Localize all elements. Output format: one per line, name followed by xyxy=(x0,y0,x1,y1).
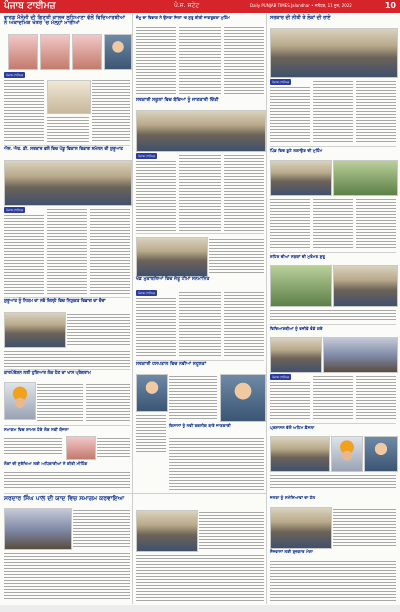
headline: ਸਰਕਾਰੀ ਸਕੂਲਾਂ ਵਿਚ ਬੱਚਿਆਂ ਨੂੰ ਜਾਣਕਾਰੀ ਦਿੱਤੀ xyxy=(136,98,219,103)
separator xyxy=(4,369,130,370)
headline: ਪ੍ਰਸ਼ਾਸਨ ਵੱਲੋਂ ਅਹਿਮ ਫ਼ੈਸਲਾ xyxy=(270,425,315,430)
photo xyxy=(72,34,102,70)
article-text xyxy=(4,551,130,601)
article-text xyxy=(47,207,87,295)
photo xyxy=(333,160,398,196)
article-text xyxy=(224,153,264,231)
headline: ਜਨਤਾ ਨੂੰ ਸਮੱਸਿਆਵਾਂ ਦਾ ਹੱਲ xyxy=(270,495,316,500)
headline: ਸਰਕਾਰੀ ਹਸਪਤਾਲ ਵਿਚ ਨਵੀਆਂ ਸਹੂਲਤਾਂ xyxy=(136,362,207,367)
page-footer xyxy=(0,605,400,612)
photo xyxy=(66,436,96,460)
article-text xyxy=(333,507,396,547)
column-divider xyxy=(266,14,267,604)
photo xyxy=(323,337,398,373)
article-text xyxy=(136,159,176,231)
photo xyxy=(4,160,132,206)
article-text xyxy=(179,153,221,231)
section-tag: ਪੰਜਾਬ ਟਾਈਮਜ਼ xyxy=(6,73,24,77)
article-text xyxy=(179,25,221,95)
article-text xyxy=(90,207,130,295)
headline: ਵਿਦਿਆਰਥੀਆਂ ਨੂੰ ਵਜ਼ੀਫ਼ੇ ਵੰਡੇ ਗਏ xyxy=(270,326,323,331)
photo xyxy=(8,34,38,70)
photo xyxy=(40,34,70,70)
headline: ਵਾਰਡ ਮੈਨੇਜੀ ਦੀ ਗਿਣਤੀ ਕਾਲਜ ਲੁਧਿਆਣਾ ਵੱਲੋਂ ਵਿਦਿਆਰਥੀਆਂ ਨੇ ਅਕਾਦਮਿਕ ਖੇਤਰ 'ਚ ਮੱਲ੍ਹਾਂ ਮਾਰੀਆਂ xyxy=(4,15,126,27)
article-text xyxy=(313,374,353,420)
photo xyxy=(270,436,330,472)
newspaper-title: ਪੰਜਾਬ ਟਾਈਮਜ਼ xyxy=(4,1,56,11)
headline: ਨੌਜਵਾਨਾਂ ਲਈ ਰੁਜ਼ਗਾਰ ਮੇਲਾ xyxy=(270,549,313,554)
photo xyxy=(270,28,398,78)
article-text xyxy=(209,237,264,275)
headline: ਕਿਸਾਨਾਂ ਨੂੰ ਨਵੀਂ ਤਕਨੀਕ ਬਾਰੇ ਜਾਣਕਾਰੀ xyxy=(169,423,231,428)
section-tag: ਪੰਜਾਬ ਟਾਈਮਜ਼ xyxy=(6,208,24,212)
separator xyxy=(136,360,264,361)
photo xyxy=(270,160,332,196)
separator xyxy=(270,252,396,253)
headline: ਲੋਕਾਂ ਦੀ ਸੁਰੱਖਿਆ ਲਈ ਅਧਿਕਾਰੀਆਂ ਨੇ ਕੀਤੀ ਮੀਟਿੰਗ xyxy=(4,461,88,466)
column-divider xyxy=(132,14,133,604)
article-text xyxy=(199,510,264,550)
article-text xyxy=(4,213,44,295)
article-text xyxy=(313,79,353,143)
article-text xyxy=(136,413,166,453)
headline: ਕਾਰਪੋਰੇਸ਼ਨ ਲਈ ਹੁਸ਼ਿਆਰ ਲੋਕ ਹੋਣ ਦਾ ਖਾਸ ਪ੍ਰੋਗਰਾਮ xyxy=(4,371,91,376)
edition-date: Daily PUNJAB TIMES Jalandhar • ਜਲੰਧਰ, 11 ਜੂਨ, 2022 xyxy=(250,3,352,8)
headline: ਸ਼ੁਰੂਆਤ ਨੂੰ ਨਿਯਮ ਦਾ ਨਵੇਂ ਜ਼ਿਲ੍ਹੇ ਵਿਚ ਨਿਯੁਕਤ ਵਿਭਾਗ ਦਾ ਦੌਰਾ xyxy=(4,299,106,304)
photo xyxy=(136,374,168,412)
photo xyxy=(104,34,132,70)
article-text xyxy=(4,349,130,367)
article-text xyxy=(270,473,396,489)
article-text xyxy=(169,436,264,491)
separator xyxy=(270,146,396,147)
separator xyxy=(270,423,396,424)
article-text xyxy=(136,25,176,95)
article-text xyxy=(224,290,264,358)
section-tag: ਪੰਜਾਬ ਟਾਈਮਜ਼ xyxy=(138,291,156,295)
article-text xyxy=(97,436,130,458)
photo xyxy=(4,312,66,348)
section-tag: ਪੰਜਾਬ ਟਾਈਮਜ਼ xyxy=(272,80,290,84)
separator xyxy=(270,324,396,325)
section-tag: ਪੰਜਾਬ ਟਾਈਮਜ਼ xyxy=(272,375,290,379)
photo xyxy=(270,337,322,373)
headline: ਪਿੰਡ ਵਿਚ ਬੂਟੇ ਲਗਾਉਣ ਦੀ ਮੁਹਿੰਮ xyxy=(270,148,323,153)
headline: ਸ਼ਹਿਰ ਦੀਆਂ ਸੜਕਾਂ ਦੀ ਮੁਰੰਮਤ ਸ਼ੁਰੂ xyxy=(270,254,325,259)
article-text xyxy=(270,197,310,249)
article-text xyxy=(224,25,264,95)
article-text xyxy=(73,508,130,548)
photo xyxy=(270,265,332,307)
photo xyxy=(4,508,72,550)
article-text xyxy=(67,312,130,346)
headline: ਖੇਡ ਮੁਕਾਬਲਿਆਂ ਵਿਚ ਜੇਤੂ ਟੀਮਾਂ ਸਨਮਾਨਿਤ xyxy=(136,277,210,282)
section-label: ਪੰ.ਜ. ਸਟੇਟ xyxy=(174,2,200,9)
article-text xyxy=(37,382,83,422)
photo xyxy=(364,436,398,472)
article-text xyxy=(47,115,89,142)
separator xyxy=(136,233,264,234)
article-text xyxy=(136,553,264,601)
separator xyxy=(4,145,130,146)
headline: ਸਰਕਾਰ ਦੀ ਨੀਤੀ ਤੇ ਲੋਕਾਂ ਦੀ ਰਾਏ xyxy=(270,15,331,21)
article-text xyxy=(270,85,310,143)
masthead xyxy=(0,0,400,13)
article-text xyxy=(136,296,176,358)
photo xyxy=(136,510,198,552)
photo xyxy=(47,80,91,114)
page-number: 10 xyxy=(384,1,396,10)
article-text xyxy=(270,380,310,420)
article-text xyxy=(4,78,44,142)
photo xyxy=(4,382,36,420)
article-text xyxy=(169,374,217,420)
article-text xyxy=(86,382,130,422)
photo xyxy=(136,237,208,277)
section-tag: ਪੰਜਾਬ ਟਾਈਮਜ਼ xyxy=(138,154,156,158)
article-text xyxy=(356,197,396,249)
article-text xyxy=(313,197,353,249)
headline: ਸਰਦਾਰ ਸਿੰਘ ਪਾਲ ਦੀ ਯਾਦ ਵਿਚ ਸਮਾਗਮ ਕਰਵਾਇਆ xyxy=(4,495,125,502)
article-text xyxy=(179,290,221,358)
article-text xyxy=(270,308,396,322)
separator xyxy=(4,493,266,494)
headline: ਸਮਾਗਮ ਵਿਚ ਸ਼ਾਮਲ ਹੋਏ ਲੋਕ ਨਵੀਂ ਯੋਜਨਾ xyxy=(4,427,69,432)
separator xyxy=(4,297,130,298)
article-text xyxy=(92,78,130,142)
photo xyxy=(331,436,363,472)
photo xyxy=(333,265,398,307)
headline: ਐਸ. ਐਫ. ਡੀ. ਸਰਕਾਰ ਵਲੋਂ ਵਿਚ ਪੇਂਡੂ ਵਿਕਾਸ ਵਿਭਾਗ ਸਮੇਲਨ ਦੀ ਸ਼ੁਰੂਆਤ xyxy=(4,147,123,152)
headline: ਜੰਮੂ ਦਾ ਵਿਭਾਗ ਨੇ ਉਸਰਾ ਜਿਲਾਂ 'ਚ ਸ਼ੁਰੂ ਕੀਤੀ ਜਾਗਰੂਕਤਾ ਮੁਹਿੰਮ xyxy=(136,15,230,20)
photo xyxy=(220,374,266,422)
photo xyxy=(270,507,332,549)
article-text xyxy=(356,79,396,143)
article-text xyxy=(4,436,62,454)
article-text xyxy=(270,559,396,601)
article-text xyxy=(356,374,396,420)
article-text xyxy=(4,470,130,490)
separator xyxy=(4,425,130,426)
photo xyxy=(136,110,266,152)
